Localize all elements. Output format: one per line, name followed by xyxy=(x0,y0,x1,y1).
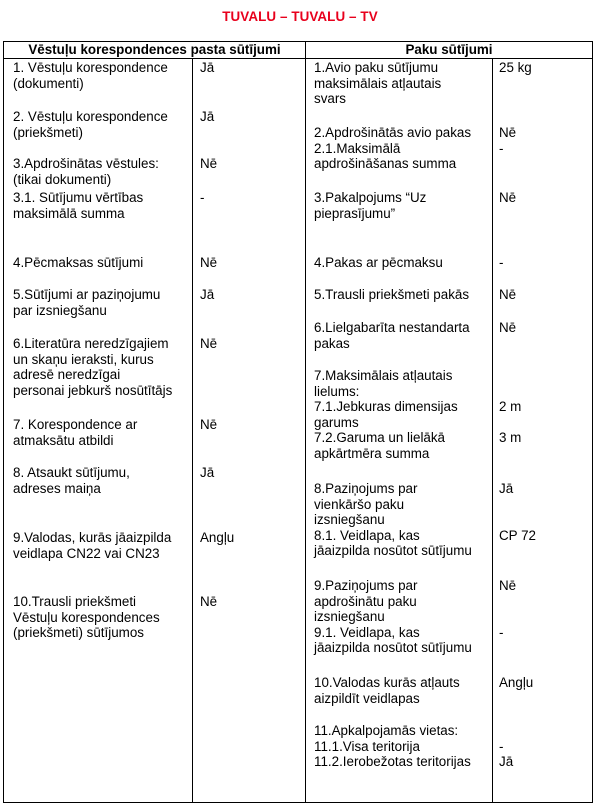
section-divider xyxy=(305,42,306,802)
letters-label: 5.Sūtījumi ar paziņojumu par izsniegšanu xyxy=(13,287,161,318)
letters-value-divider xyxy=(192,58,193,802)
letters-value: Jā xyxy=(200,287,215,302)
parcels-value: 2 m 3 m xyxy=(499,399,522,445)
parcels-value: Nē xyxy=(499,190,517,205)
letters-value: - xyxy=(200,190,205,205)
services-table xyxy=(3,41,593,803)
header-divider xyxy=(4,58,592,59)
parcels-value: - Jā xyxy=(499,738,514,769)
letters-label: 3.Apdrošinātas vēstules: (tikai dokumenti) xyxy=(13,156,159,187)
letters-value: Jā xyxy=(200,465,215,480)
parcels-value: Nē - xyxy=(499,125,517,156)
letters-value: Jā xyxy=(200,109,215,124)
letters-value: Nē xyxy=(200,156,218,171)
letters-value: Angļu xyxy=(200,530,235,545)
parcels-value: Angļu xyxy=(499,675,534,690)
parcels-label: 7.Maksimālais atļautais lielums: 7.1.Jebkuras dimensijas garums 7.2.Garuma un lielākā apkārtmēra summa xyxy=(314,368,458,461)
parcels-label: 6.Lielgabarīta nestandarta pakas xyxy=(314,320,470,351)
parcels-value: 25 kg xyxy=(499,60,532,75)
parcels-label: 3.Pakalpojums “Uz pieprasījumu” xyxy=(314,190,427,221)
parcels-label: 10.Valodas kurās atļauts aizpildīt veidlapas xyxy=(314,675,460,706)
parcels-value: Nē xyxy=(499,287,517,302)
letters-value: Nē xyxy=(200,594,218,609)
letters-label: 2. Vēstuļu korespondence (priekšmeti) xyxy=(13,109,168,140)
parcels-label: 1.Avio paku sūtījumu maksimālais atļautais svars xyxy=(314,60,442,106)
parcels-value: Nē - xyxy=(499,578,517,640)
parcels-value: Jā CP 72 xyxy=(499,481,536,543)
letters-value: Nē xyxy=(200,255,218,270)
parcels-label: 8.Paziņojums par vienkāršo paku izsniegšanu 8.1. Veidlapa, kas jāaizpilda nosūtot sūtījumu xyxy=(314,481,472,558)
letters-label: 4.Pēcmaksas sūtījumi xyxy=(13,255,144,270)
header-parcels: Paku sūtījumi xyxy=(405,42,493,57)
letters-label: 1. Vēstuļu korespondence (dokumenti) xyxy=(13,60,168,91)
letters-label: 9.Valodas, kurās jāaizpilda veidlapa CN22 vai CN23 xyxy=(13,530,172,561)
parcels-label: 4.Pakas ar pēcmaksu xyxy=(314,255,443,270)
letters-label: 10.Trausli priekšmeti Vēstuļu korespondences (priekšmeti) sūtījumos xyxy=(13,594,160,640)
parcels-label: 9.Paziņojums par apdrošinātu paku izsniegšanu 9.1. Veidlapa, kas jāaizpilda nosūtot sūtījumu xyxy=(314,578,472,655)
letters-value: Jā xyxy=(200,60,215,75)
letters-label: 8. Atsaukt sūtījumu, adreses maiņa xyxy=(13,465,130,496)
letters-label: 3.1. Sūtījumu vērtības maksimālā summa xyxy=(13,190,144,221)
parcels-value: - xyxy=(499,255,504,270)
letters-value: Nē xyxy=(200,417,218,432)
letters-label: 6.Literatūra neredzīgajiem un skaņu ieraksti, kurus adresē neredzīgai personai jebkurš nosūtītājs xyxy=(13,336,173,398)
parcels-label: 11.Apkalpojamās vietas: 11.1.Visa teritorija 11.2.Ierobežotas teritorijas xyxy=(314,723,471,769)
letters-label: 7. Korespondence ar atmaksātu atbildi xyxy=(13,417,138,448)
parcels-label: 5.Trausli priekšmeti pakās xyxy=(314,287,470,302)
parcels-value-divider xyxy=(492,58,493,802)
parcels-label: 2.Apdrošinātās avio pakas 2.1.Maksimālā apdrošināšanas summa xyxy=(314,125,472,171)
header-letters: Vēstuļu korespondences pasta sūtījumi xyxy=(28,42,281,57)
letters-value: Nē xyxy=(200,336,218,351)
page-title: TUVALU – TUVALU – TV xyxy=(222,9,378,24)
parcels-value: Nē xyxy=(499,320,517,335)
